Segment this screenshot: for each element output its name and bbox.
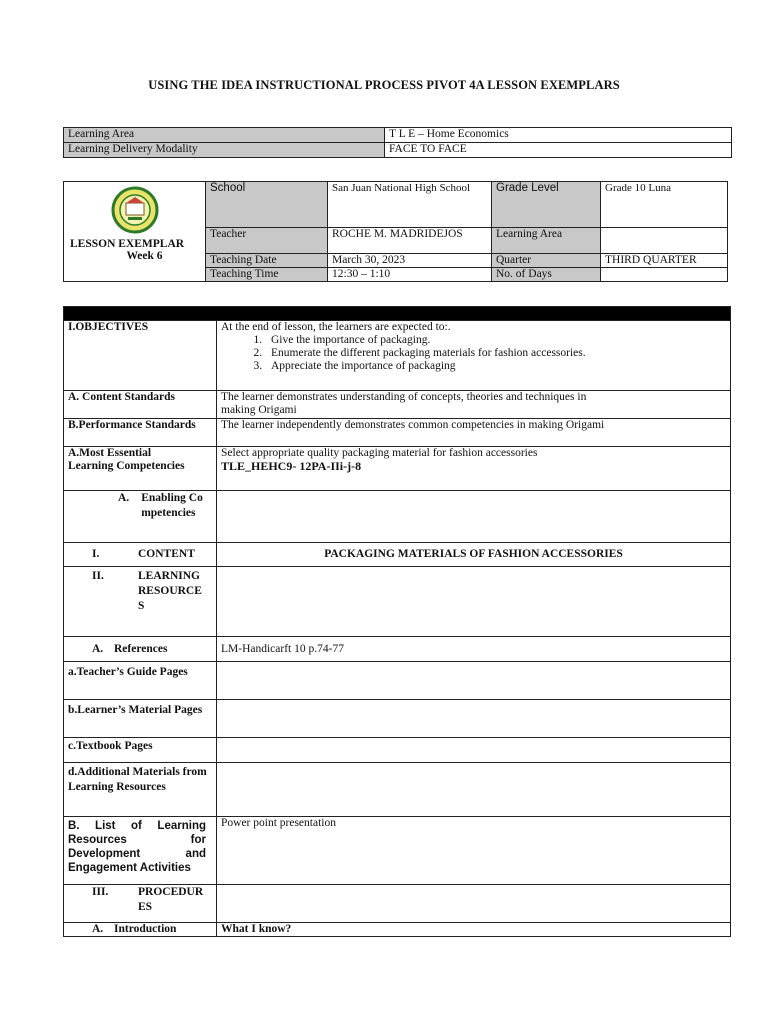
content-value: PACKAGING MATERIALS OF FASHION ACCESSORIES (217, 543, 731, 567)
resources-number: II. (92, 570, 104, 582)
content-number: I. (92, 548, 100, 560)
school-header-table (63, 181, 728, 282)
introduction-number: A. (92, 923, 104, 935)
objective-item: 2. Enumerate the different packaging materials for fashion accessories. (265, 347, 726, 360)
teaching-date-label: Teaching Date (206, 254, 328, 268)
no-of-days-label: No. of Days (492, 268, 601, 282)
enabling-competencies-value (217, 491, 731, 543)
lesson-exemplar-cell (64, 182, 206, 282)
modality-label: Learning Delivery Modality (64, 143, 385, 158)
week-label: Week 6 (126, 250, 163, 262)
procedures-value (217, 885, 731, 923)
additional-materials-label: d.Additional Materials from Learning Resources (64, 763, 217, 817)
learning-resources-value (217, 567, 731, 637)
textbook-pages-label: c.Textbook Pages (64, 738, 217, 763)
header-learning-area-value (601, 228, 728, 254)
school-value: San Juan National High School (328, 182, 492, 228)
teaching-date-value: March 30, 2023 (328, 254, 492, 268)
introduction-value: What I know? (217, 923, 731, 937)
melc-value: Select appropriate quality packaging material for fashion accessories (221, 447, 538, 459)
learning-resources-label: LEARNING RESOURCES (138, 570, 202, 612)
list-of-resources-label: B. List of Learning Resources for Development and Engagement Activities (64, 817, 217, 885)
content-label: CONTENT (138, 548, 195, 560)
school-seal-icon (104, 186, 166, 234)
no-of-days-value (601, 268, 728, 282)
melc-code: TLE_HEHC9- 12PA-IIi-j-8 (221, 459, 362, 473)
quarter-value: THIRD QUARTER (601, 254, 728, 268)
teachers-guide-value (217, 662, 731, 700)
document-title: USING THE IDEA INSTRUCTIONAL PROCESS PIVOT 4A LESSON EXEMPLARS (148, 78, 620, 92)
melc-label: A.Most Essential Learning Competencies (64, 447, 217, 491)
teacher-label: Teacher (206, 228, 328, 254)
additional-materials-value (217, 763, 731, 817)
header-learning-area-label: Learning Area (492, 228, 601, 254)
references-value: LM-Handicarft 10 p.74-77 (217, 637, 731, 662)
objectives-cell (217, 321, 731, 391)
references-label-cell (64, 637, 217, 662)
enabling-competencies-label: Enabling Competencies (141, 492, 203, 519)
objective-item: 3. Appreciate the importance of packaging (265, 360, 726, 373)
content-standards-label: A. Content Standards (64, 391, 217, 419)
enabling-number: A. (118, 492, 130, 504)
procedures-cell (64, 885, 217, 923)
melc-cell (217, 447, 731, 491)
info-table (63, 127, 732, 158)
quarter-label: Quarter (492, 254, 601, 268)
lesson-exemplar-label: LESSON EXEMPLAR (70, 238, 185, 250)
learners-material-value (217, 700, 731, 738)
procedures-number: III. (92, 886, 109, 898)
lesson-table (63, 306, 731, 937)
textbook-pages-value (217, 738, 731, 763)
black-header-bar (64, 307, 731, 321)
performance-standards-label: B.Performance Standards (64, 419, 217, 447)
teachers-guide-label: a.Teacher’s Guide Pages (64, 662, 217, 700)
teacher-value: ROCHE M. MADRIDEJOS (328, 228, 492, 254)
school-label: School (206, 182, 328, 228)
content-label-cell (64, 543, 217, 567)
performance-standards-value: The learner independently demonstrates common competencies in making Origami (217, 419, 731, 447)
grade-level-value: Grade 10 Luna (601, 182, 728, 228)
learning-resources-cell (64, 567, 217, 637)
grade-level-label: Grade Level (492, 182, 601, 228)
teaching-time-label: Teaching Time (206, 268, 328, 282)
enabling-competencies-cell (64, 491, 217, 543)
modality-value: FACE TO FACE (385, 143, 732, 158)
learning-area-label: Learning Area (64, 128, 385, 143)
procedures-label: PROCEDURES (138, 886, 204, 913)
objectives-list (221, 334, 726, 373)
objective-item: 1. Give the importance of packaging. (265, 334, 726, 347)
introduction-label: Introduction (114, 923, 177, 935)
teaching-time-value: 12:30 – 1:10 (328, 268, 492, 282)
list-of-resources-value: Power point presentation (217, 817, 731, 885)
learners-material-label: b.Learner’s Material Pages (64, 700, 217, 738)
introduction-label-cell (64, 923, 217, 937)
references-label: References (114, 642, 168, 655)
learning-area-value: T L E – Home Economics (385, 128, 732, 143)
references-number: A. (92, 642, 104, 655)
content-standards-value: The learner demonstrates understanding of concepts, theories and techniques in making Origami (217, 391, 731, 419)
objectives-label: I.OBJECTIVES (64, 321, 217, 391)
objectives-intro: At the end of lesson, the learners are expected to:. (221, 321, 451, 333)
